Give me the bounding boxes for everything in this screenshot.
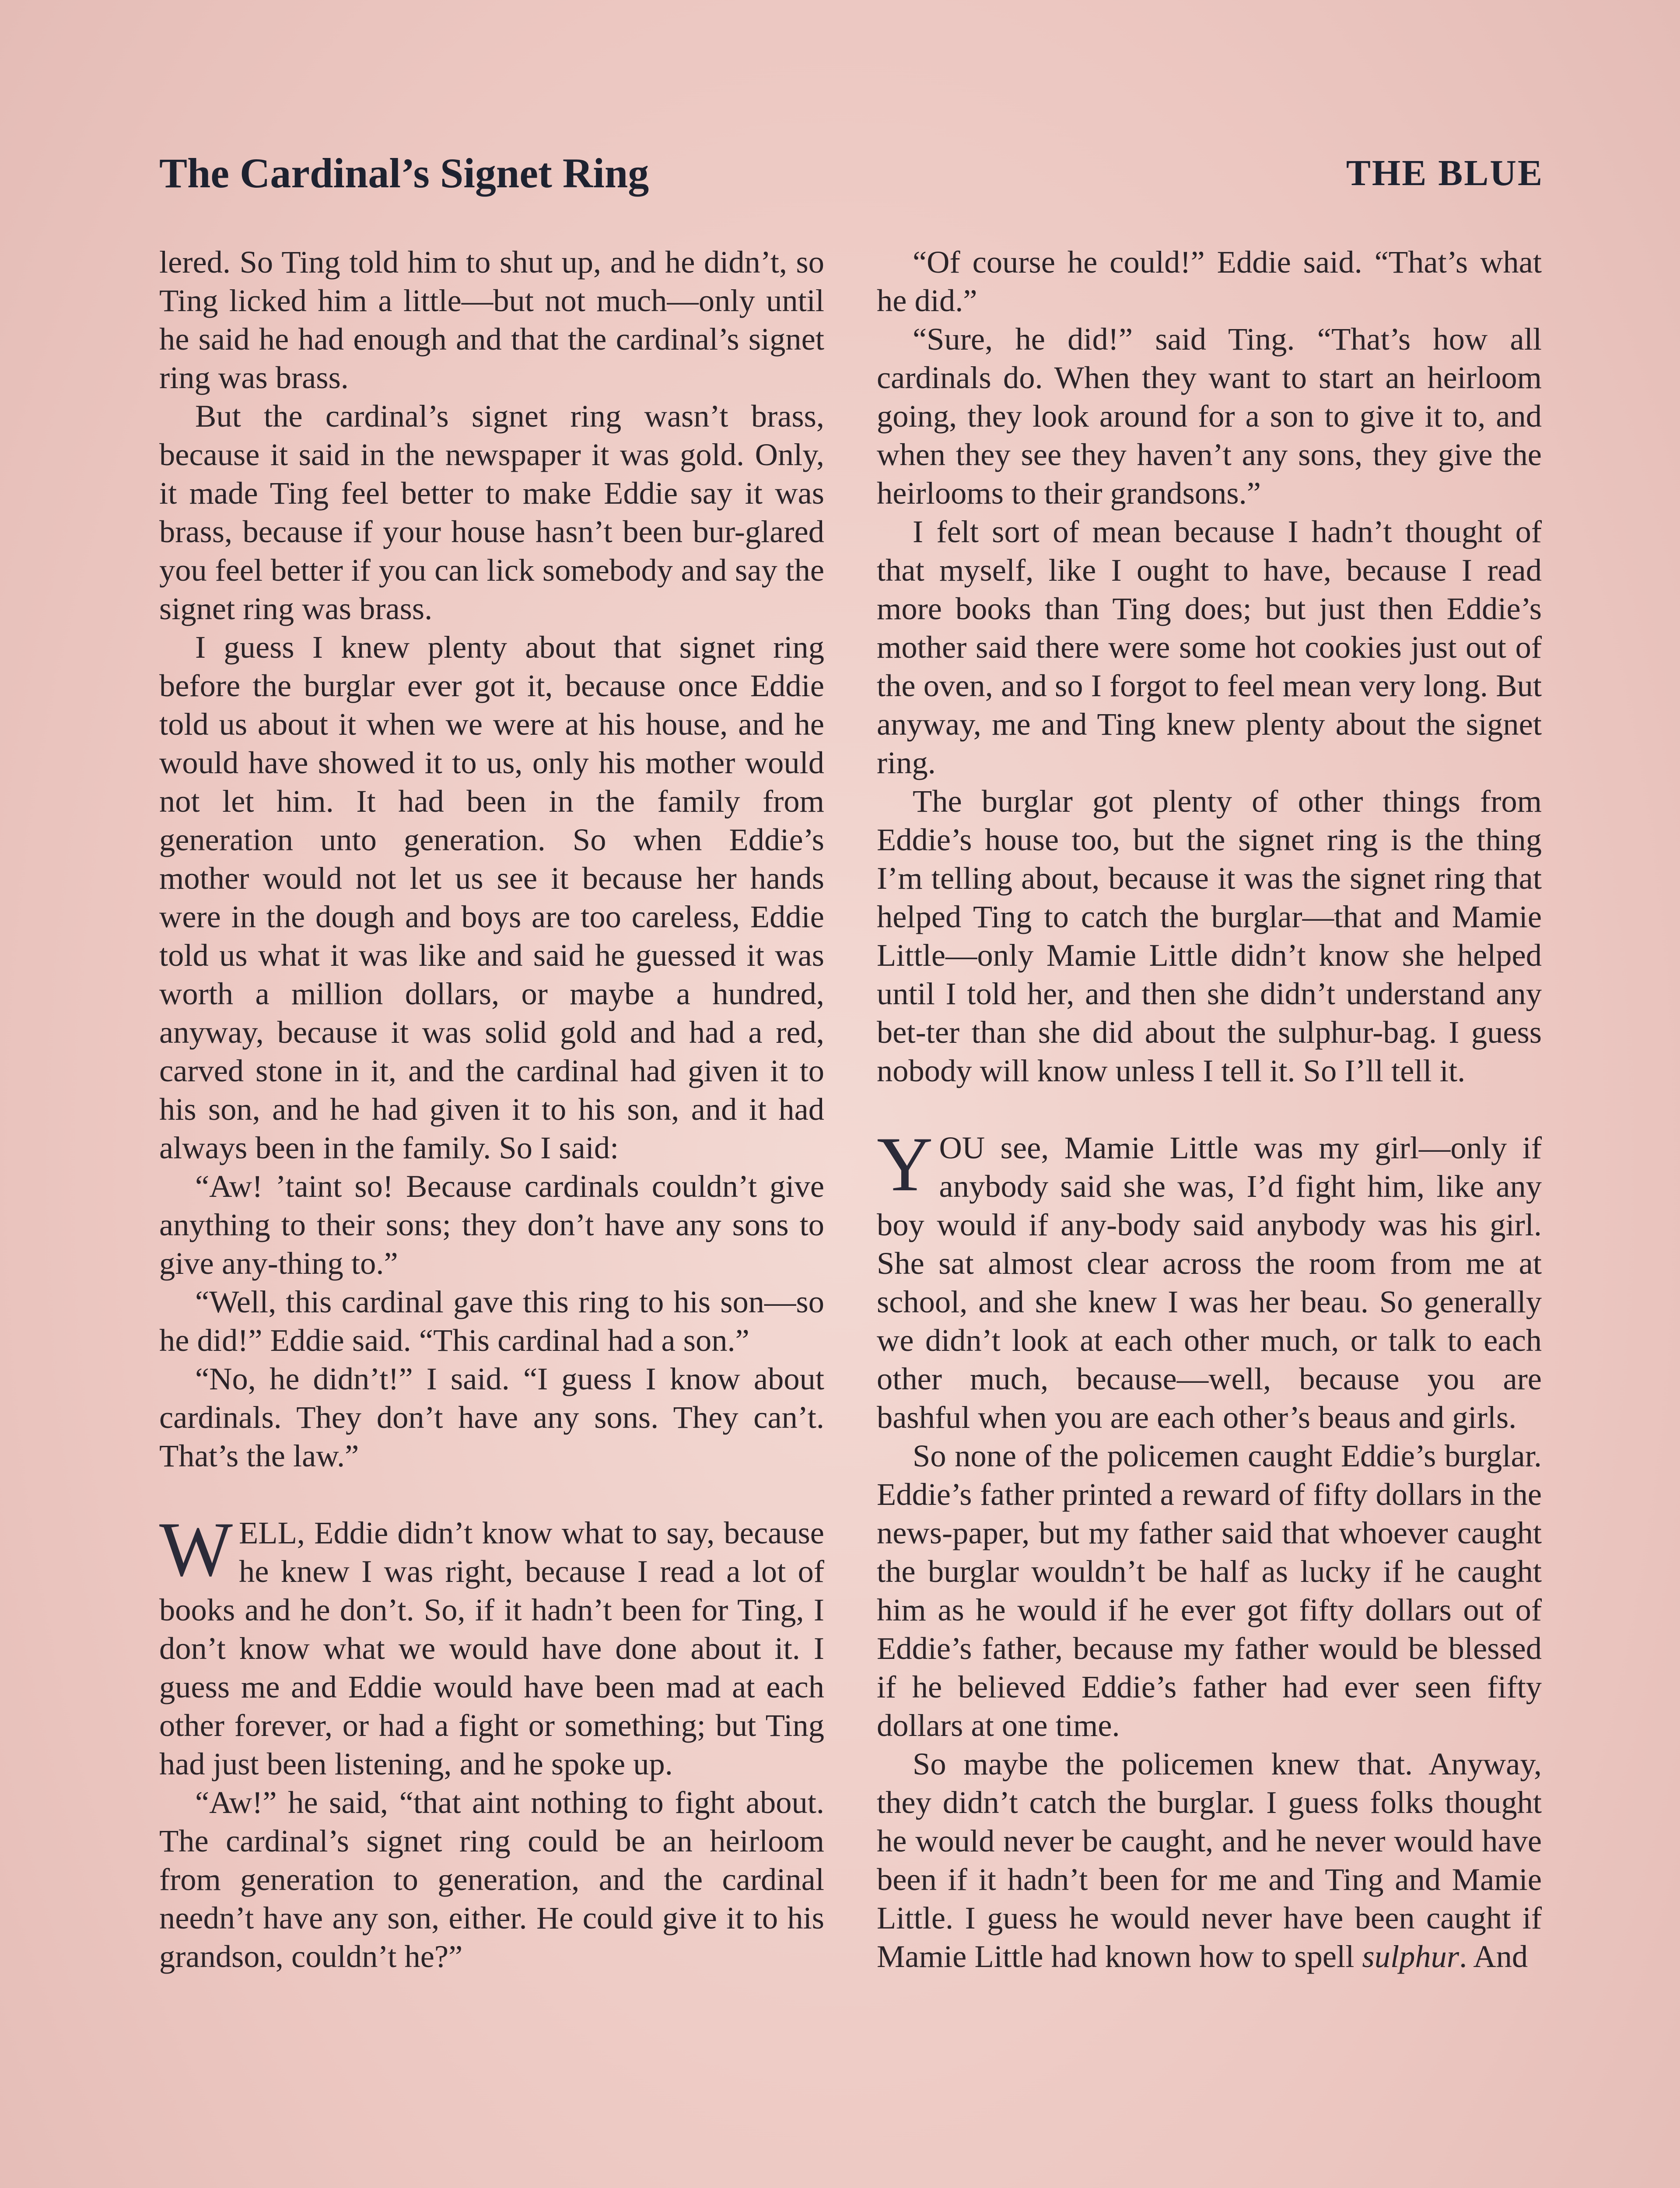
paragraph: “Sure, he did!” said Ting. “That’s how all cardinals do. When they want to start an heirloom going, they look around for a son to give it to, and when they see they haven’t any sons, they give the heirlooms to their grandsons.” bbox=[877, 321, 1542, 511]
paragraph: “Of course he could!” Eddie said. “That’s what he did.” bbox=[877, 244, 1542, 318]
paragraph: I guess I knew plenty about that signet ring before the burglar ever got it, because once Eddie told us about it when we were at his house, and he would have showed it to us, only his mother would not let him. It had been in the family from generation unto generation. So when Eddie’s mother would not let us see it because her hands were in the dough and boys are too careless, Eddie told us what it was like and said he guessed it was worth a million dollars, or maybe a hundred, anyway, because it was solid gold and had a red, carved stone in it, and the cardinal had given it to his son, and he had given it to his son, and it had always been in the family. So I said: bbox=[159, 629, 824, 1165]
paragraph: “Aw!” he said, “that aint nothing to fight about. The cardinal’s signet ring could be an heirloom from generation to generation, and the cardinal needn’t have any son, either. He could give it to his grandson, couldn’t he?” bbox=[159, 1785, 824, 1974]
story-title: The Cardinal’s Signet Ring bbox=[159, 149, 649, 196]
text-columns bbox=[159, 243, 1542, 2188]
section-paragraph bbox=[159, 1506, 824, 1783]
drop-cap: Y bbox=[877, 1121, 933, 1207]
right-column bbox=[877, 243, 1542, 2188]
paragraph bbox=[877, 1745, 1542, 1976]
paragraph: lered. So Ting told him to shut up, and he didn’t, so Ting licked him a little—but not much—only until he said he had enough and that the cardinal’s signet ring was brass. bbox=[159, 244, 824, 395]
paragraph: “No, he didn’t!” I said. “I guess I know about cardinals. They don’t have any sons. They can’t. That’s the law.” bbox=[159, 1361, 824, 1473]
running-header bbox=[159, 140, 1544, 206]
paragraph-text: So maybe the policemen knew that. Anyway, they didn’t catch the burglar. I guess folks thought he would never be caught, and he never would have been if it hadn’t been for me and Ting and Mamie Little. I guess he would never have been caught if Mamie Little had known how to spell bbox=[877, 1746, 1542, 1974]
paragraph-text: . And bbox=[1459, 1939, 1528, 1974]
paragraph: So none of the policemen caught Eddie’s burglar. Eddie’s father printed a reward of fifty dollars in the news-paper, but my father said that whoever caught the burglar wouldn’t be half as lucky if he caught him as he would if he ever got fifty dollars out of Eddie’s father, because my father would be blessed if he believed Eddie’s father had ever seen fifty dollars at one time. bbox=[877, 1438, 1542, 1743]
paragraph-text: ELL, Eddie didn’t know what to say, because he knew I was right, because I read a lot of books and he don’t. So, if it hadn’t been for Ting, I don’t know what we would have done about it. I guess me and Eddie would have been mad at each other forever, or had a fight or something; but Ting had just been listening, and he spoke up. bbox=[159, 1515, 824, 1781]
italic-word: sulphur bbox=[1362, 1939, 1460, 1974]
paragraph: The burglar got plenty of other things from Eddie’s house too, but the signet ring is the thing I’m telling about, because it was the signet ring that helped Ting to catch the burglar—that and Mamie Little—only Mamie Little didn’t know she helped until I told her, and then she didn’t understand any bet-ter than she did about the sulphur-bag. I guess nobody will know unless I tell it. So I’ll tell it. bbox=[877, 783, 1542, 1088]
paragraph: But the cardinal’s signet ring wasn’t brass, because it said in the newspaper it was gold. Only, it made Ting feel better to make Eddie say it was brass, because if your house hasn’t been bur-glared you feel better if you can lick somebody and say the signet ring was brass. bbox=[159, 398, 824, 626]
paragraph: “Well, this cardinal gave this ring to his son—so he did!” Eddie said. “This cardinal had a son.” bbox=[159, 1284, 824, 1358]
drop-cap: W bbox=[159, 1506, 233, 1592]
left-column bbox=[159, 243, 824, 2188]
magazine-name: THE BLUE bbox=[1346, 152, 1544, 193]
paragraph: “Aw! ’taint so! Because cardinals couldn’t give anything to their sons; they don’t have any sons to give any-thing to.” bbox=[159, 1168, 824, 1281]
section-paragraph bbox=[877, 1121, 1542, 1437]
paragraph-text: OU see, Mamie Little was my girl—only if anybody said she was, I’d fight him, like any boy would if any-body said anybody was his girl. She sat almost clear across the room from me at school, and she knew I was her beau. So generally we didn’t look at each other much, or talk to each other much, because—well, because you are bashful when you are each other’s beaus and girls. bbox=[877, 1130, 1542, 1435]
paragraph: I felt sort of mean because I hadn’t thought of that myself, like I ought to have, because I read more books than Ting does; but just then Eddie’s mother said there were some hot cookies just out of the oven, and so I forgot to feel mean very long. But anyway, me and Ting knew plenty about the signet ring. bbox=[877, 514, 1542, 780]
